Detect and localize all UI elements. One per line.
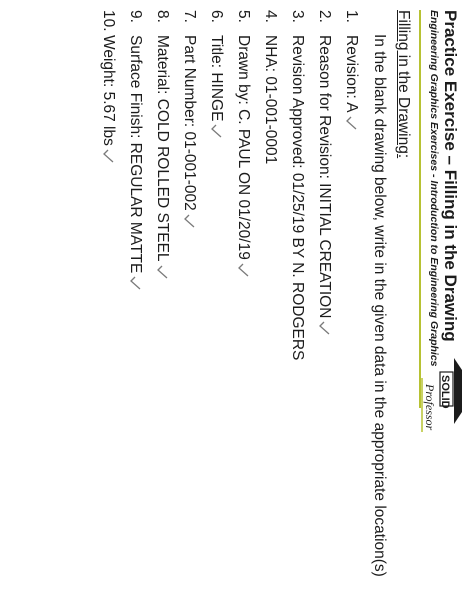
item-number: 2.: [316, 10, 333, 23]
list-item: [315, 10, 333, 335]
check-mark-icon: [156, 265, 168, 279]
list-item: [99, 10, 117, 163]
list-item: [180, 10, 198, 228]
check-mark-icon: [237, 263, 249, 277]
solid-professor-logo: [418, 350, 468, 440]
item-text: NHA: 01-001-0001: [262, 35, 279, 165]
item-text: Title: HINGE: [208, 35, 225, 122]
item-number: 6.: [208, 10, 225, 23]
list-item: [261, 10, 279, 164]
section-heading: Filling in the Drawing:: [395, 10, 412, 159]
item-text: Weight: 5.67 lbs: [100, 35, 117, 146]
item-text: Material: COLD ROLLED STEEL: [154, 35, 171, 262]
list-item: [126, 10, 144, 290]
list-item: [342, 10, 360, 130]
check-mark-icon: [318, 321, 330, 335]
item-number: 4.: [262, 10, 279, 23]
list-item: [207, 10, 225, 138]
item-number: 8.: [154, 10, 171, 23]
item-text: Drawn by: C. PAUL ON 01/20/19: [235, 35, 252, 260]
logo-text-top: SOLID: [439, 375, 451, 409]
item-number: 3.: [289, 10, 306, 23]
check-mark-icon: [129, 276, 141, 290]
item-text: Revision: A: [343, 35, 360, 113]
list-item: [153, 10, 171, 279]
item-number: 7.: [181, 10, 198, 23]
list-item: [234, 10, 252, 277]
item-text: Surface Finish: REGULAR MATTE: [127, 35, 144, 274]
logo-text-bottom: Professor: [423, 384, 437, 431]
item-number: 9.: [127, 10, 144, 23]
item-text: Part Number: 01-001-002: [181, 35, 198, 211]
page-subtitle: Engineering Graphics Exercises - Introduction to Engineering Graphics: [428, 10, 440, 367]
item-number: 5.: [235, 10, 252, 23]
check-mark-icon: [210, 124, 222, 138]
check-mark-icon: [102, 149, 114, 163]
page-title: Practice Exercise – Filling in the Drawing: [441, 10, 460, 342]
check-mark-icon: [183, 214, 195, 228]
item-number: 1.: [343, 10, 360, 23]
header-divider: [419, 10, 421, 408]
item-text: Revision Approved: 01/25/19 BY N. RODGERS: [289, 35, 306, 361]
item-text: Reason for Revision: INITIAL CREATION: [316, 35, 333, 319]
list-item: [288, 10, 306, 360]
item-number: 10.: [100, 10, 117, 32]
check-mark-icon: [345, 116, 357, 130]
instructions-text: In the blank drawing below, write in the given data in the appropriate location(s): [371, 34, 388, 577]
